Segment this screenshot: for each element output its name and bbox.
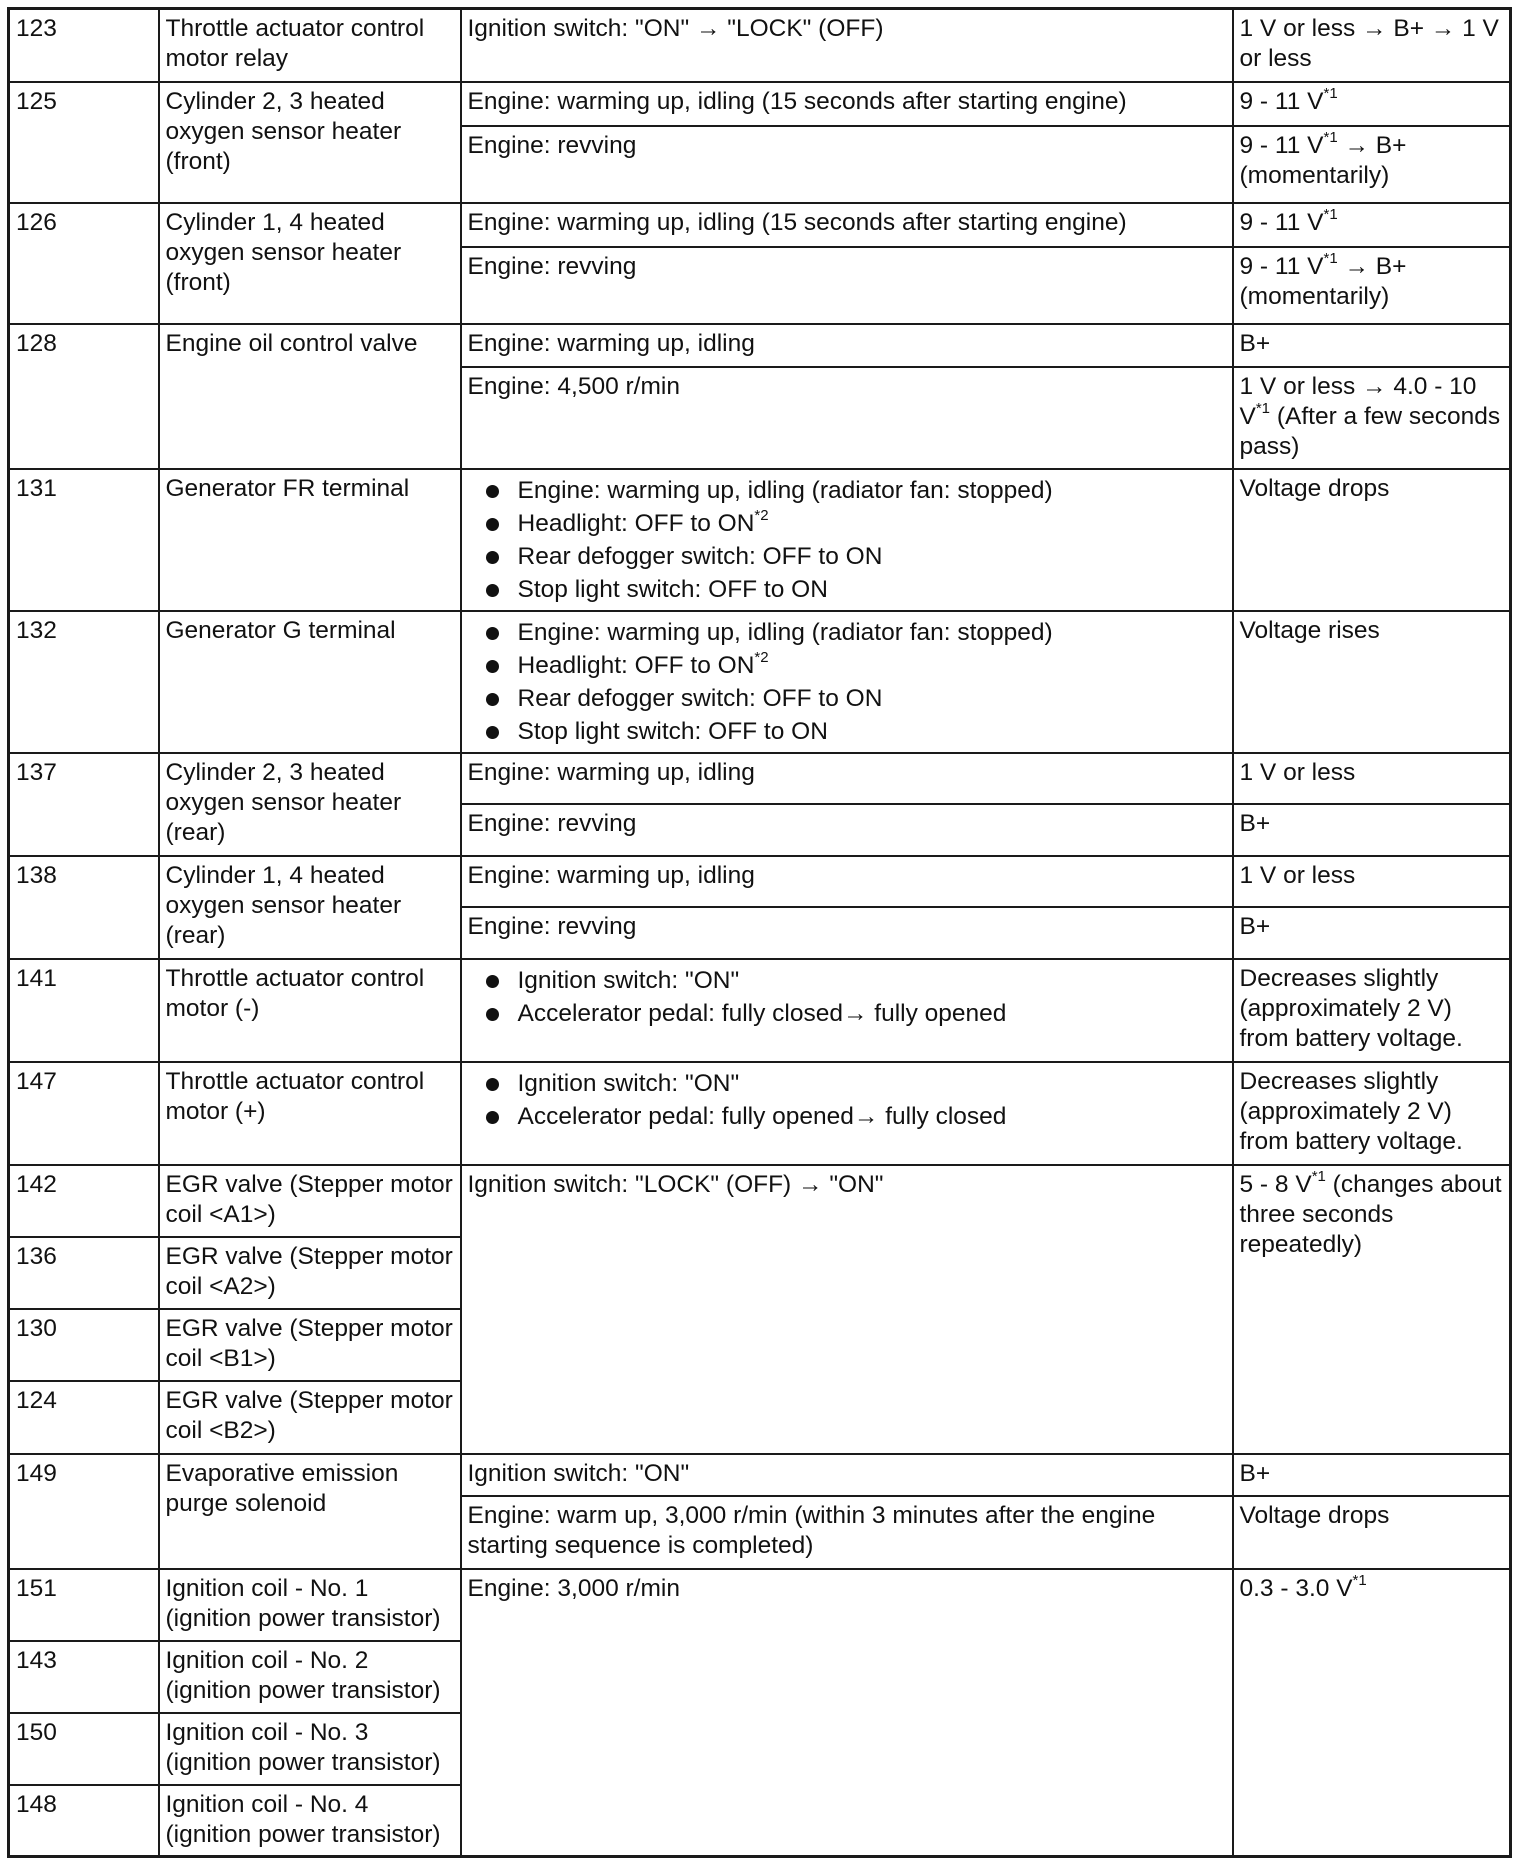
check-condition: Engine: revving [461, 804, 1233, 856]
check-condition: Engine: warming up, idling (15 seconds after starting engine) [461, 203, 1233, 247]
table-row [9, 1454, 1511, 1496]
table-row [9, 1165, 1511, 1237]
footnote-marker: *2 [754, 648, 769, 666]
normal-condition: B+ [1233, 804, 1511, 856]
check-condition [461, 469, 1233, 611]
table-row [9, 959, 1511, 1062]
terminal-voltage-table-container [7, 7, 1512, 1858]
check-item: Cylinder 1, 4 heated oxygen sensor heater (rear) [159, 856, 461, 959]
terminal-number: 148 [9, 1785, 159, 1857]
value-text: (changes about three seconds repeatedly) [1239, 1170, 1502, 1258]
check-item: Generator FR terminal [159, 469, 461, 611]
check-condition [461, 959, 1233, 1062]
check-item: EGR valve (Stepper motor coil <A1>) [159, 1165, 461, 1237]
check-item: Throttle actuator control motor relay [159, 9, 461, 82]
value-text: → B+ (momentarily) [1239, 252, 1407, 310]
check-condition: Ignition switch: "LOCK" (OFF) → "ON" [461, 1165, 1233, 1454]
check-condition: Engine: revving [461, 247, 1233, 324]
check-condition: Engine: warming up, idling [461, 324, 1233, 367]
table-row [9, 611, 1511, 753]
table-row [9, 753, 1511, 804]
table-row [9, 9, 1511, 82]
check-condition: Ignition switch: "ON" → "LOCK" (OFF) [461, 9, 1233, 82]
terminal-number: 137 [9, 753, 159, 856]
value-text: 9 - 11 V [1239, 252, 1324, 280]
normal-condition [1233, 1165, 1511, 1454]
normal-condition [1233, 247, 1511, 324]
normal-condition: Voltage rises [1233, 611, 1511, 753]
condition-list [468, 474, 1226, 606]
condition-list [468, 616, 1226, 748]
check-item: Cylinder 2, 3 heated oxygen sensor heater (front) [159, 82, 461, 203]
list-item [486, 507, 1226, 540]
terminal-number: 131 [9, 469, 159, 611]
normal-condition: 1 V or less [1233, 753, 1511, 804]
check-item: Ignition coil - No. 3 (ignition power transistor) [159, 1713, 461, 1785]
value-text: → B+ (momentarily) [1239, 131, 1407, 189]
condition-list [468, 964, 1226, 1030]
condition-text: Headlight: OFF to ON [517, 509, 755, 537]
terminal-number: 141 [9, 959, 159, 1062]
terminal-number: 128 [9, 324, 159, 469]
footnote-marker: *1 [1255, 399, 1271, 417]
normal-condition [1233, 367, 1511, 469]
table-row [9, 82, 1511, 126]
terminal-number: 150 [9, 1713, 159, 1785]
value-text: 5 - 8 V [1239, 1170, 1312, 1198]
check-condition: Engine: 3,000 r/min [461, 1569, 1233, 1857]
terminal-number: 149 [9, 1454, 159, 1569]
normal-condition: Voltage drops [1233, 469, 1511, 611]
footnote-marker: *1 [1323, 128, 1338, 146]
normal-condition [1233, 82, 1511, 126]
list-item: Rear defogger switch: OFF to ON [486, 682, 1226, 715]
table-row [9, 1569, 1511, 1641]
terminal-number: 123 [9, 9, 159, 82]
check-item: Evaporative emission purge solenoid [159, 1454, 461, 1569]
check-item: Generator G terminal [159, 611, 461, 753]
footnote-marker: *2 [754, 506, 769, 524]
check-item: EGR valve (Stepper motor coil <B2>) [159, 1381, 461, 1454]
footnote-marker: *1 [1311, 1167, 1326, 1185]
footnote-marker: *1 [1323, 205, 1338, 223]
terminal-number: 151 [9, 1569, 159, 1641]
check-item: EGR valve (Stepper motor coil <A2>) [159, 1237, 461, 1309]
list-item: Ignition switch: "ON" [486, 1067, 1226, 1100]
condition-list [468, 1067, 1226, 1133]
check-item: Throttle actuator control motor (+) [159, 1062, 461, 1165]
list-item: Rear defogger switch: OFF to ON [486, 540, 1226, 573]
check-item: Throttle actuator control motor (-) [159, 959, 461, 1062]
check-condition: Engine: warming up, idling [461, 753, 1233, 804]
list-item: Stop light switch: OFF to ON [486, 573, 1226, 606]
normal-condition [1233, 203, 1511, 247]
check-item: Engine oil control valve [159, 324, 461, 469]
normal-condition: B+ [1233, 324, 1511, 367]
normal-condition: Decreases slightly (approximately 2 V) from battery voltage. [1233, 1062, 1511, 1165]
footnote-marker: *1 [1352, 1571, 1367, 1589]
value-text: 9 - 11 V [1239, 131, 1324, 159]
list-item: Accelerator pedal: fully closed→ fully opened [486, 997, 1226, 1030]
check-condition [461, 611, 1233, 753]
terminal-number: 125 [9, 82, 159, 203]
check-condition: Engine: warming up, idling (15 seconds after starting engine) [461, 82, 1233, 126]
table-row [9, 324, 1511, 367]
normal-condition: 1 V or less [1233, 856, 1511, 907]
footnote-marker: *1 [1323, 84, 1338, 102]
footnote-marker: *1 [1323, 249, 1338, 267]
normal-condition: B+ [1233, 907, 1511, 959]
table-row [9, 469, 1511, 611]
terminal-number: 132 [9, 611, 159, 753]
normal-condition: Voltage drops [1233, 1496, 1511, 1569]
value-text: 9 - 11 V [1239, 208, 1324, 236]
list-item [486, 649, 1226, 682]
check-condition: Ignition switch: "ON" [461, 1454, 1233, 1496]
check-condition: Engine: revving [461, 907, 1233, 959]
normal-condition: 1 V or less → B+ → 1 V or less [1233, 9, 1511, 82]
terminal-number: 143 [9, 1641, 159, 1713]
check-condition: Engine: revving [461, 126, 1233, 203]
check-item: Ignition coil - No. 2 (ignition power transistor) [159, 1641, 461, 1713]
check-condition: Engine: 4,500 r/min [461, 367, 1233, 469]
check-item: Ignition coil - No. 4 (ignition power transistor) [159, 1785, 461, 1857]
list-item: Accelerator pedal: fully opened→ fully closed [486, 1100, 1226, 1133]
terminal-number: 142 [9, 1165, 159, 1237]
table-row [9, 856, 1511, 907]
check-item: Ignition coil - No. 1 (ignition power transistor) [159, 1569, 461, 1641]
check-condition: Engine: warming up, idling [461, 856, 1233, 907]
value-text: (After a few seconds pass) [1239, 402, 1501, 460]
check-condition [461, 1062, 1233, 1165]
normal-condition: Decreases slightly (approximately 2 V) from battery voltage. [1233, 959, 1511, 1062]
check-item: Cylinder 2, 3 heated oxygen sensor heater (rear) [159, 753, 461, 856]
table-row [9, 203, 1511, 247]
terminal-number: 138 [9, 856, 159, 959]
terminal-number: 126 [9, 203, 159, 324]
terminal-number: 136 [9, 1237, 159, 1309]
check-item: EGR valve (Stepper motor coil <B1>) [159, 1309, 461, 1381]
terminal-voltage-table [7, 7, 1512, 1858]
value-text: 9 - 11 V [1239, 87, 1324, 115]
list-item: Ignition switch: "ON" [486, 964, 1226, 997]
check-condition: Engine: warm up, 3,000 r/min (within 3 minutes after the engine starting sequence is completed) [461, 1496, 1233, 1569]
list-item: Stop light switch: OFF to ON [486, 715, 1226, 748]
value-text: 0.3 - 3.0 V [1239, 1574, 1353, 1602]
list-item: Engine: warming up, idling (radiator fan: stopped) [486, 474, 1226, 507]
normal-condition [1233, 126, 1511, 203]
terminal-number: 130 [9, 1309, 159, 1381]
value-text: 1 V or less → 4.0 - 10 V [1239, 372, 1477, 430]
terminal-number: 124 [9, 1381, 159, 1454]
terminal-number: 147 [9, 1062, 159, 1165]
check-item: Cylinder 1, 4 heated oxygen sensor heater (front) [159, 203, 461, 324]
normal-condition [1233, 1569, 1511, 1857]
normal-condition: B+ [1233, 1454, 1511, 1496]
list-item: Engine: warming up, idling (radiator fan: stopped) [486, 616, 1226, 649]
table-row [9, 1062, 1511, 1165]
condition-text: Headlight: OFF to ON [517, 651, 755, 679]
